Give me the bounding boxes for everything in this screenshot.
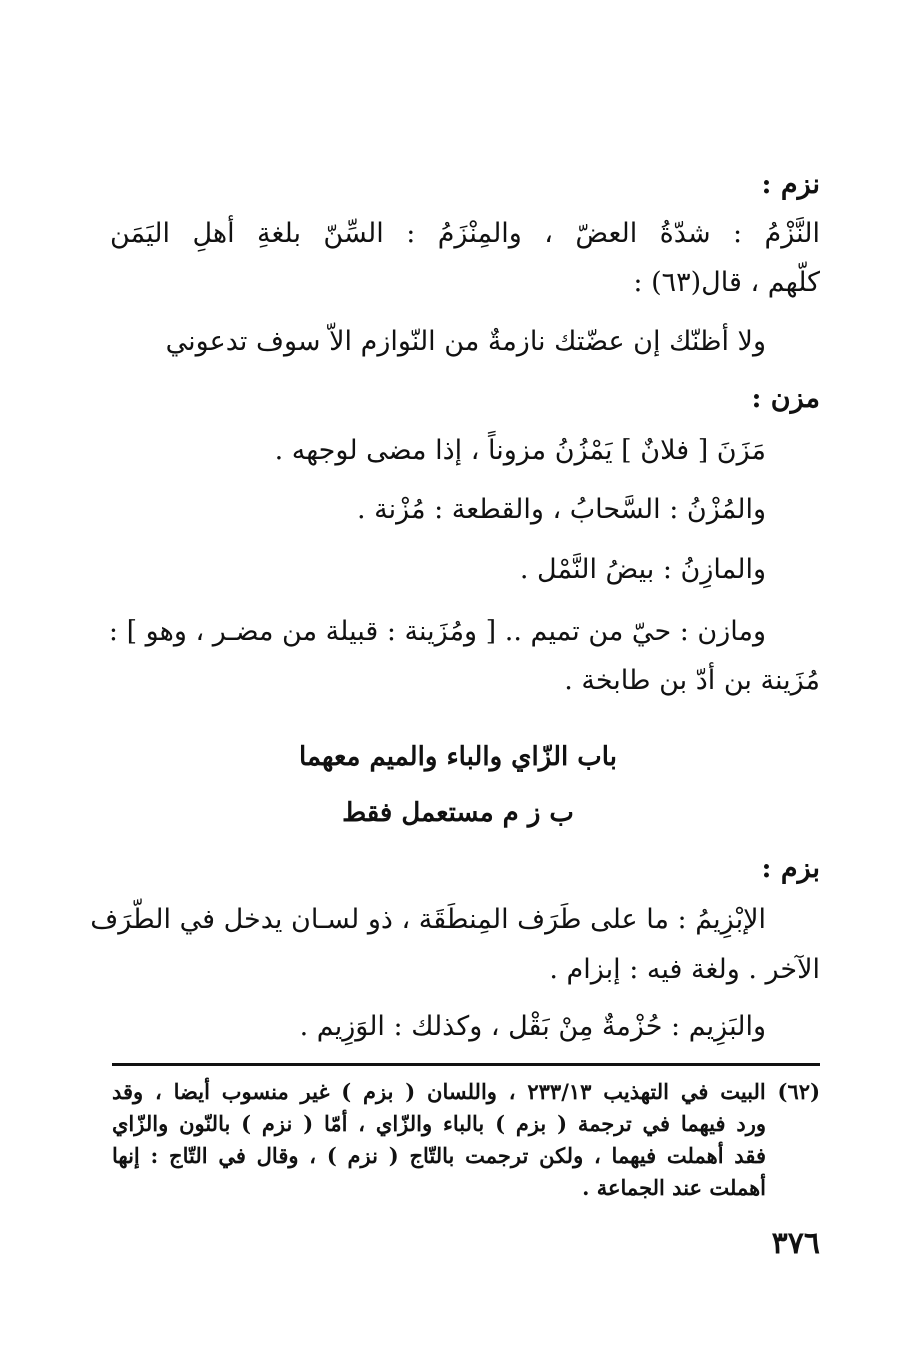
entry-heading-bazm: بزم :: [761, 853, 820, 884]
entry-line: والمُزْنُ : السَّحابُ ، والقطعة : مُزْنة .: [357, 494, 766, 525]
entry-line: مَزَنَ [ فلانٌ ] يَمْزُنُ مزوناً ، إذا مضى لوجهه .: [274, 435, 766, 466]
entry-line: النَّزْمُ : شدّةُ العضّ ، والمِنْزَمُ : السِّنّ بلغةِ أهلِ اليَمَن: [110, 218, 820, 249]
chapter-subtitle: ب ز م مستعمل فقط: [342, 798, 574, 828]
entry-line: الإبْزِيمُ : ما على طَرَف المِنطَقَة ، ذو لسـان يدخل في الطّرَف: [90, 904, 766, 935]
entry-line: والبَزِيم : حُزْمةٌ مِنْ بَقْل ، وكذلك : الوَزِيم .: [299, 1011, 766, 1042]
footnote-line: فقد أهملت فيهما ، ولكن ترجمت بالتّاج ( نزم ) ، وقال في التّاج : إنها: [112, 1143, 766, 1168]
entry-line: والمازِنُ : بيضُ النَّمْل .: [519, 554, 766, 585]
footnote-line: أهملت عند الجماعة .: [582, 1175, 766, 1200]
entry-line: الآخر . ولغة فيه : إبزام .: [549, 954, 820, 985]
footnote-line: ورد فيهما في ترجمة ( بزم ) بالباء والزّاي ، أمّا ( نزم ) بالنّون والزّاي: [112, 1111, 766, 1136]
footnote-line: (٦٢) البيت في التهذيب ٢٣٣/١٣ ، واللسان ( بزم ) غير منسوب أيضا ، وقد: [112, 1079, 820, 1104]
entry-heading-mazn: مزن :: [751, 383, 820, 414]
page-number: ٣٧٦: [771, 1226, 820, 1261]
chapter-title: باب الزّاي والباء والميم معهما: [299, 742, 617, 772]
entry-line: ومازن : حيّ من تميم .. [ ومُزَينة : قبيلة من مضـر ، وهو ] :: [108, 616, 766, 647]
entry-line: كلّهم ، قال(٦٣) :: [633, 267, 820, 298]
entry-line: مُزَينة بن أدّ بن طابخة .: [564, 665, 820, 696]
footnote-divider: [112, 1063, 820, 1066]
entry-heading-nazm: نزم :: [761, 169, 820, 200]
poetry-verse: ولا أظنّك إن عضّتك نازمةٌ من النّوازم الاّ سوف تدعوني: [165, 326, 766, 357]
